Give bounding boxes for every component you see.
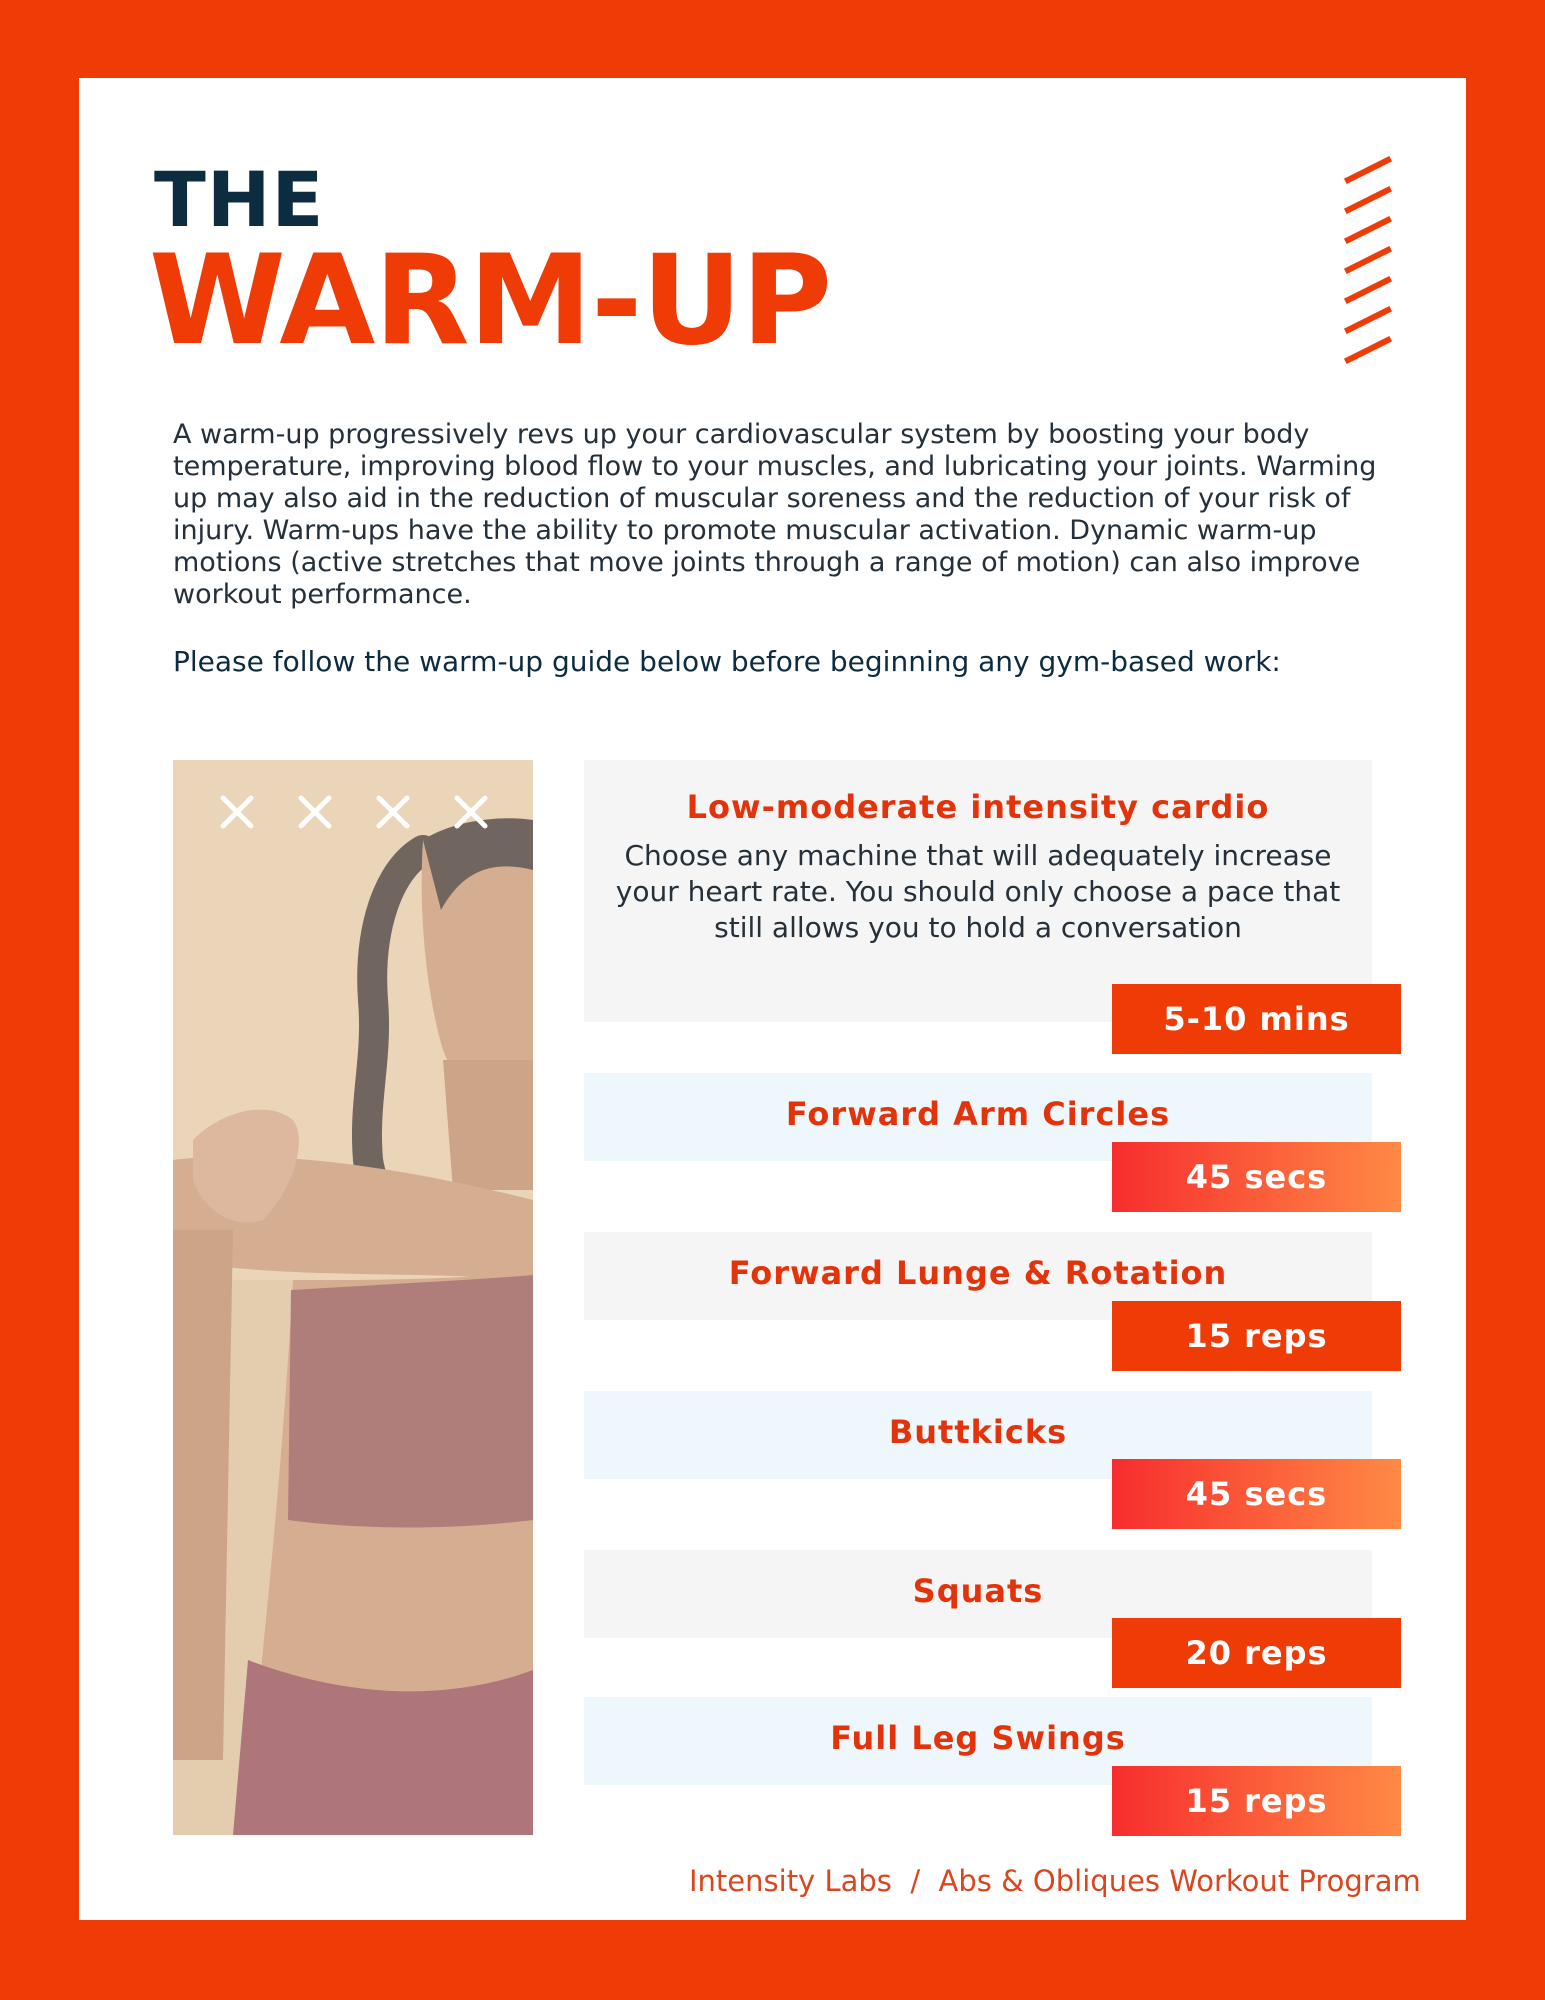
- page: [79, 78, 1466, 1920]
- exercise-card-cardio: [584, 760, 1372, 1022]
- exercise-amount-badge: 5-10 mins: [1112, 984, 1401, 1054]
- exercise-amount-badge: 45 secs: [1112, 1459, 1401, 1529]
- title-warm-up: WARM-UP: [149, 229, 832, 373]
- diagonal-stripes-decoration: [1344, 156, 1394, 371]
- footer-credit: Intensity Labs / Abs & Obliques Workout Program: [689, 1864, 1421, 1898]
- exercise-amount-badge: 45 secs: [1112, 1142, 1401, 1212]
- exercise-amount-badge: 15 reps: [1112, 1766, 1401, 1836]
- exercise-description: Choose any machine that will adequately increase your heart rate. You should only choose a pace that still allows you to hold a conversation: [615, 839, 1341, 944]
- intro-paragraph: A warm-up progressively revs up your cardiovascular system by boosting your body temperature, improving blood flow to your muscles, and lubricating your joints. Warming up may also aid in the reduction of muscular soreness and the reduction of your risk of injury. Warm-ups have the ability to promote muscular activation. Dynamic warm-up motions (active stretches that move joints through a range of motion) can also improve workout performance.: [173, 419, 1377, 610]
- exercise-name: Buttkicks: [888, 1413, 1068, 1451]
- exercise-name: Squats: [912, 1572, 1044, 1610]
- exercise-name: Low-moderate intensity cardio: [686, 788, 1270, 826]
- exercise-name: Forward Lunge & Rotation: [728, 1254, 1228, 1292]
- instruction-text: Please follow the warm-up guide below before beginning any gym-based work:: [173, 645, 1281, 678]
- exercise-name: Full Leg Swings: [830, 1719, 1126, 1757]
- exercise-amount-badge: 20 reps: [1112, 1618, 1401, 1688]
- exercise-name: Forward Arm Circles: [785, 1095, 1171, 1133]
- exercise-amount-badge: 15 reps: [1112, 1301, 1401, 1371]
- woman-stretching-arm-photo: [173, 760, 533, 1835]
- title-line-the: THE: [154, 155, 325, 244]
